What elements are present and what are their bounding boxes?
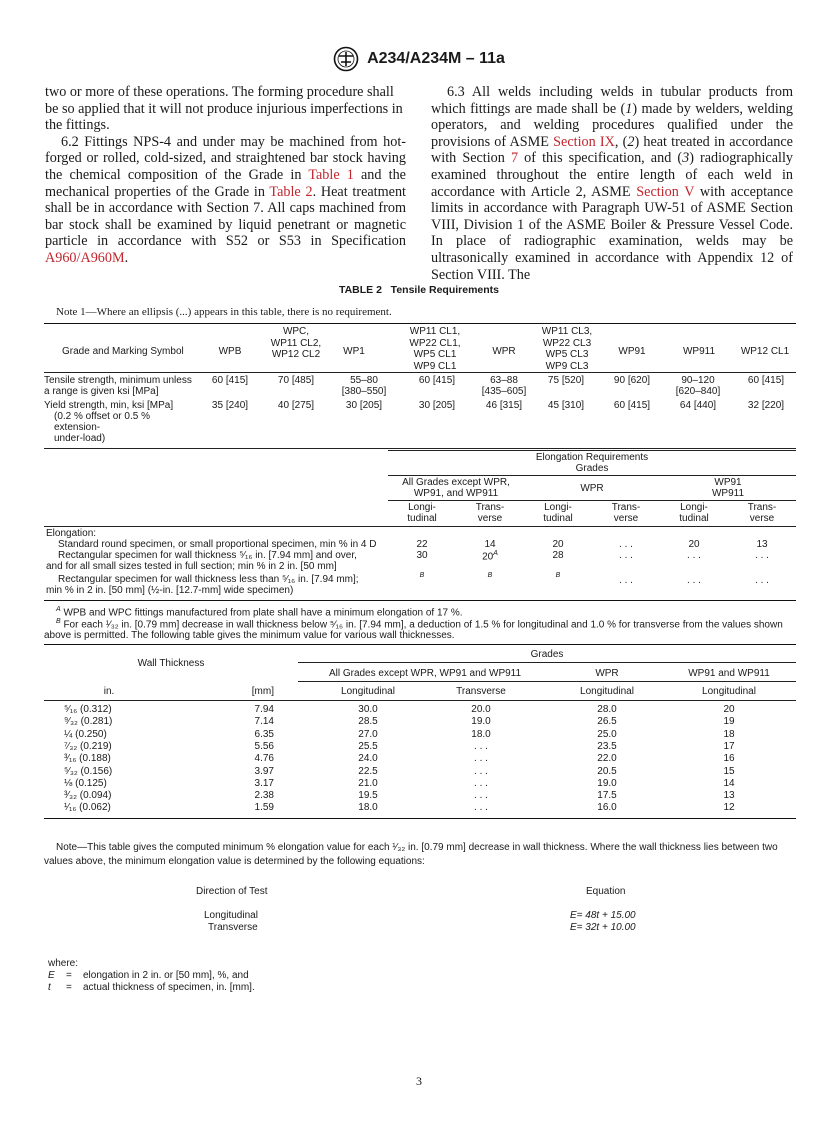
wall-table-cell: 24.0 — [358, 753, 378, 765]
continuation-line: be so applied that it will not produce injurious imperfections in — [45, 100, 403, 117]
equation-label: Equation — [586, 886, 626, 897]
left-column — [45, 84, 406, 267]
wall-table-cell: 19.0 — [597, 777, 617, 789]
continuation-line: two or more of these operations. The forming procedure shall — [45, 84, 394, 100]
yield-label: (0.2 % offset or 0.5 % — [54, 411, 150, 422]
sub-header: Longitudinal — [702, 686, 756, 697]
cell: 70 [485] — [277, 375, 315, 386]
wall-table-cell: 18.0 — [358, 802, 378, 814]
col-header: WP911 — [682, 346, 716, 357]
cell: 46 [315] — [485, 400, 523, 411]
wall-table-cell: 30.0 — [358, 704, 378, 715]
wall-table-cell: ¼ (0.250) — [64, 728, 107, 740]
wall-table-cell: 6.35 — [254, 728, 274, 740]
cell: 60 [415] — [747, 375, 785, 386]
wall-table-cell: 19.5 — [358, 790, 378, 802]
definition-symbol: E — [48, 970, 55, 981]
wall-table-cell: 16.0 — [597, 802, 617, 814]
wall-table-cell: 23.5 — [597, 740, 617, 752]
wall-table-cell: 3.97 — [254, 765, 274, 777]
table-2-note: Note 1—Where an ellipsis (...) appears in this table, there is no requirement. — [56, 306, 392, 318]
link-table-2[interactable]: Table 2 — [269, 183, 313, 200]
wall-table-cell: 17 — [723, 740, 735, 752]
wall-table-cell: ⁹⁄₃₂ (0.281) — [64, 716, 113, 728]
cell: 30 [205] — [345, 400, 383, 411]
cell: 60 [415] — [418, 375, 456, 386]
direction-transverse: Transverse — [208, 922, 258, 933]
wall-table-cell: . . . — [474, 753, 488, 765]
cell: 30 — [416, 550, 428, 561]
col-header: Grade and Marking Symbol — [62, 346, 184, 357]
wall-table-cell: 1.59 — [254, 802, 274, 814]
sub-header: [mm] — [251, 686, 274, 697]
definition-text: elongation in 2 in. or [50 mm], %, and — [83, 970, 249, 981]
cell: B — [487, 572, 493, 579]
group-header: WP91 WP911 — [711, 477, 745, 499]
wall-table-cell: . . . — [474, 765, 488, 777]
wall-table-cell: ³⁄₁₆ (0.188) — [64, 753, 111, 765]
yield-label: extension- — [54, 422, 101, 433]
wall-table-cell: 12 — [723, 802, 735, 814]
wall-table-cell: 22.5 — [358, 765, 378, 777]
cell: 30 [205] — [418, 400, 456, 411]
cell: 14 — [484, 539, 496, 550]
wall-table-cell: 15 — [723, 765, 735, 777]
footnote-b: $^B$ For each ¹⁄₃₂ in. [0.79 mm] decrease in wall thickness below ⁵⁄₁₆ in. [7.94 mm], a deduction of 1.5 % for longitudinal and 1.0 % for transverse from the values shown — [56, 618, 783, 631]
cell: $20^A$ — [482, 550, 498, 563]
elong-row-label: Rectangular specimen for wall thickness ⁵⁄₁₆ in. [7.94 mm] and over, — [58, 550, 357, 561]
wall-table-cell: 7.14 — [254, 716, 274, 728]
definition-equals: = — [66, 970, 72, 981]
cell: . . . — [687, 575, 701, 586]
wall-thickness-label: Wall Thickness — [137, 658, 205, 669]
tensile-label: a range is given ksi [MPa] — [44, 386, 159, 397]
cell: . . . — [619, 575, 633, 586]
wall-table-cell: . . . — [474, 740, 488, 752]
definition-text: actual thickness of specimen, in. [mm]. — [83, 982, 255, 993]
table-2-tensile — [44, 320, 796, 450]
cell: 35 [240] — [211, 400, 249, 411]
wall-table-cell: 26.5 — [597, 716, 617, 728]
sub-header: Longi- tudinal — [407, 502, 437, 524]
cell: 64 [440] — [679, 400, 717, 411]
direction-of-test-label: Direction of Test — [196, 886, 268, 897]
link-a960[interactable]: A960/A960M — [45, 249, 125, 266]
link-section-7[interactable]: 7 — [510, 150, 519, 167]
table-2-title: TABLE 2 Tensile Requirements — [338, 284, 500, 296]
cell: 63–88 [435–605] — [481, 375, 527, 397]
page-number: 3 — [416, 1074, 422, 1088]
wall-table-cell: . . . — [474, 777, 488, 789]
note-line: values above, the minimum elongation value is determined by the following equations: — [44, 856, 425, 867]
col-header: WP12 CL1 — [740, 346, 790, 357]
group-header: WPR — [580, 483, 604, 494]
cell: . . . — [619, 539, 633, 550]
elongation-header: Elongation Requirements — [535, 452, 649, 463]
wall-table-cell: 25.5 — [358, 740, 378, 752]
elong-row-label: and for all small sizes tested in full section; min % in 2 in. [50 mm] — [46, 561, 337, 572]
wall-table-cell: ⁵⁄₁₆ (0.312) — [64, 704, 112, 715]
cell: 90 [620] — [613, 375, 651, 386]
cell: 55–80 [380–550] — [341, 375, 387, 397]
note-line: Note—This table gives the computed minimum % elongation value for each ¹⁄₃₂ in. [0.79 mm] decrease in wall thickness. Where the wall thickness lies between two — [56, 842, 778, 853]
page-header — [0, 44, 838, 74]
elong-row-label: min % in 2 in. [50 mm] (½-in. [12.7-mm] wide specimen) — [46, 585, 294, 596]
cell: 20 — [552, 539, 564, 550]
paragraph-6-2: 6.2 Fittings NPS-4 and under may be machined from hot-forged or rolled, cold-sized, and straightened bar stock having the chemical composition of the Grade in Table 1 and the mechanical properties of the Grade in Table 2. Heat treatment shall be in accordance with Section 7. All caps machined from bar stock shall be examined by liquid penetrant or magnetic particle in accordance with S52 or S53 in Specification A960/A960M. — [45, 133, 406, 266]
document-designation: A234/A234M – 11a — [367, 50, 505, 67]
wall-table-cell: 27.0 — [358, 728, 378, 740]
equation-transverse: E= 32t + 10.00 — [570, 922, 636, 933]
wall-table-cell: 19.0 — [471, 716, 491, 728]
wall-table-cell: 17.5 — [597, 790, 617, 802]
table-2-elongation — [44, 450, 796, 610]
col-header: WPR — [492, 346, 516, 357]
wall-table-cell: 14 — [723, 777, 735, 789]
sub-header: Longitudinal — [580, 686, 634, 697]
sub-header: Transverse — [456, 686, 506, 697]
col-header: WPC, WP11 CL2, WP12 CL2 — [270, 326, 322, 360]
wall-table-cell: ⅛ (0.125) — [64, 777, 107, 789]
cell: 20 — [688, 539, 700, 550]
cell: 32 [220] — [747, 400, 785, 411]
col-header: WP91 — [618, 346, 646, 357]
where-label: where: — [48, 958, 79, 969]
cell: 22 — [416, 539, 428, 550]
footnote-a: $^A$ WPB and WPC fittings manufactured from plate shall have a minimum elongation of 17 %. — [56, 606, 463, 619]
wall-table-cell: ⁵⁄₃₂ (0.156) — [64, 765, 113, 777]
col-header: WP11 CL3, WP22 CL3 WP5 CL3 WP9 CL3 — [541, 326, 593, 372]
sub-header: Trans- verse — [747, 502, 777, 524]
tensile-label: Tensile strength, minimum unless — [44, 375, 192, 386]
definition-symbol: t — [48, 982, 51, 993]
wall-table-cell: ³⁄₃₂ (0.094) — [64, 790, 112, 802]
cell: 60 [415] — [613, 400, 651, 411]
sub-header: Longi- tudinal — [679, 502, 709, 524]
yield-label: under-load) — [54, 433, 106, 444]
cell: 13 — [756, 539, 768, 550]
elong-row-label: Rectangular specimen for wall thickness less than ⁵⁄₁₆ in. [7.94 mm]; — [58, 574, 359, 585]
wall-thickness-table — [44, 644, 796, 824]
wall-table-cell: 21.0 — [358, 777, 378, 789]
sub-header: in. — [103, 686, 115, 697]
elong-row-label: Standard round specimen, or small proportional specimen, min % in 4 D — [58, 539, 377, 550]
wall-table-cell: . . . — [474, 802, 488, 814]
group-header: All Grades except WPR, WP91 and WP911 — [328, 668, 522, 679]
continuation-line: the fittings. — [45, 117, 110, 134]
wall-table-cell: 16 — [723, 753, 735, 765]
wall-table-cell: 18.0 — [471, 728, 491, 740]
cell: . . . — [755, 575, 769, 586]
wall-table-cell: 3.17 — [254, 777, 274, 789]
wall-table-cell: . . . — [474, 790, 488, 802]
cell: . . . — [619, 550, 633, 561]
link-section-v[interactable]: Section V — [636, 183, 695, 200]
cell: 45 [310] — [547, 400, 585, 411]
wall-table-cell: 20.0 — [471, 704, 491, 715]
grades-label: Grades — [575, 463, 609, 474]
col-header: WP1 — [343, 346, 365, 357]
sub-header: Longitudinal — [341, 686, 395, 697]
footnote-b-cont: above is permitted. The following table gives the minimum value for various wall thicknesses. — [44, 630, 455, 641]
wall-table-cell: 4.76 — [254, 753, 274, 765]
wall-table-cell: 20.5 — [597, 765, 617, 777]
grades-label: Grades — [530, 649, 564, 660]
wall-table-cell: 28.5 — [358, 716, 378, 728]
col-header: WPB — [218, 346, 242, 357]
wall-table-cell: 25.0 — [597, 728, 617, 740]
definition-equals: = — [66, 982, 72, 993]
wall-table-cell: 28.0 — [597, 704, 617, 715]
wall-table-cell: 19 — [723, 716, 735, 728]
astm-logo-icon — [333, 46, 359, 72]
wall-table-cell: ¹⁄₁₆ (0.062) — [64, 802, 111, 814]
cell: 60 [415] — [211, 375, 249, 386]
cell: 40 [275] — [277, 400, 315, 411]
link-section-ix[interactable]: Section IX — [553, 133, 615, 150]
paragraph-6-3: 6.3 All welds including welds in tubular products from which fittings are made shall be (1) made by welders, welding operators, and welding procedures qualified under the provisions of ASME Section IX, (2) heat treated in accordance with Section 7 of this specification, and (3) radiographically examined throughout the entire length of each weld in accordance with Article 2, ASME Section V with acceptance limits in accordance with Paragraph UW-51 of ASME Section VIII, Division 1 of the ASME Boiler & Pressure Vessel Code. In place of radiographic examination, welds may be ultrasonically examined in accordance with Appendix 12 of Section VIII. The — [431, 84, 794, 283]
wall-table-cell: 13 — [723, 790, 735, 802]
cell: 75 [520] — [547, 375, 585, 386]
group-header: WP91 and WP911 — [688, 668, 770, 679]
wall-table-cell: 18 — [723, 728, 735, 740]
wall-table-cell: 22.0 — [597, 753, 617, 765]
right-column — [431, 84, 793, 283]
cell: . . . — [755, 550, 769, 561]
col-header: WP11 CL1, WP22 CL1, WP5 CL1 WP9 CL1 — [409, 326, 461, 372]
wall-table-cell: 2.38 — [254, 790, 274, 802]
yield-label: Yield strength, min, ksi [MPa] — [44, 400, 174, 411]
link-table-1[interactable]: Table 1 — [308, 166, 354, 183]
wall-table-cell: ⁷⁄₃₂ (0.219) — [64, 740, 112, 752]
group-header: All Grades except WPR, WP91, and WP911 — [402, 477, 510, 499]
wall-table-cell: 5.56 — [254, 740, 274, 752]
sub-header: Trans- verse — [611, 502, 641, 524]
sub-header: Trans- verse — [475, 502, 505, 524]
wall-table-cell: 20 — [723, 704, 735, 715]
cell: B — [555, 572, 561, 579]
elong-row-label: Elongation: — [46, 528, 97, 539]
wall-table-cell: 7.94 — [254, 704, 274, 715]
cell: . . . — [687, 550, 701, 561]
group-header: WPR — [595, 668, 619, 679]
cell: 28 — [552, 550, 564, 561]
cell: B — [419, 572, 425, 579]
equation-longitudinal: E= 48t + 15.00 — [570, 910, 636, 921]
sub-header: Longi- tudinal — [543, 502, 573, 524]
cell: 90–120 [620–840] — [675, 375, 721, 397]
direction-longitudinal: Longitudinal — [204, 910, 258, 921]
